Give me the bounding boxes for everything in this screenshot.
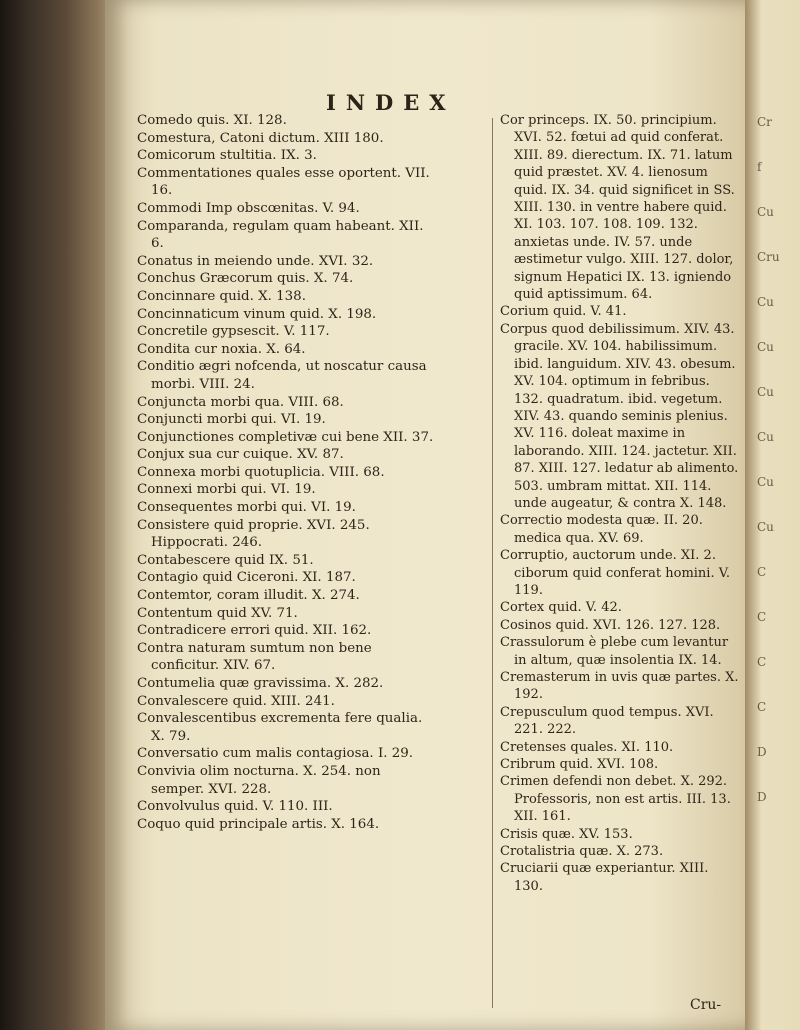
- index-entry: Cremasterum in uvis quæ partes. X. 192.: [500, 670, 739, 703]
- index-entry: Contradicere errori quid. XII. 162.: [137, 623, 372, 639]
- adjacent-page-text-fragment: Cu: [757, 205, 774, 219]
- column-divider: [492, 118, 493, 1008]
- index-entry: Cribrum quid. XVI. 108.: [500, 757, 659, 773]
- index-entry: Convivia olim nocturna. X. 254. non semper. XVI. 228.: [137, 763, 381, 797]
- adjacent-page-text-fragment: f: [757, 160, 762, 174]
- index-entry: Cruciarii quæ experiantur. XIII. 130.: [500, 861, 709, 894]
- index-entry: Crimen defendi non debet. X. 292. Professoris, non est artis. III. 13. XII. 161.: [500, 774, 731, 825]
- index-entry: Conversatio cum malis contagiosa. I. 29.: [137, 746, 414, 762]
- adjacent-page-text-fragment: Cu: [757, 520, 774, 534]
- adjacent-page-text-fragment: Cu: [757, 430, 774, 444]
- catchword: Cru-: [690, 997, 722, 1013]
- index-entry: Conchus Græcorum quis. X. 74.: [137, 271, 354, 287]
- index-entry: Comestura, Catoni dictum. XIII 180.: [137, 130, 384, 146]
- index-entry: Coquo quid principale artis. X. 164.: [137, 816, 380, 832]
- index-entry: Commentationes quales esse oportent. VII. 16.: [137, 165, 430, 199]
- index-entry: Cor princeps. IX. 50. principium. XVI. 52. fœtui ad quid conferat. XIII. 89. dierectum. IX. 71. latum quid præstet. XV. 4. lienosum quid. IX. 34. quid significet in SS. XIII. 130. in ventre habere quid. XI. 103. 107. 108. 109. 132. anxietas unde. IV. 57. unde æstimetur vulgo. XIII. 127. dolor, signum Hepatici IX. 13. igniendo quid aptissimum. 64.: [500, 113, 735, 303]
- index-entry: Contemtor, coram illudit. X. 274.: [137, 588, 360, 604]
- index-entry: Comparanda, regulam quam habeant. XII. 6.: [137, 218, 424, 252]
- index-entry: Cretenses quales. XI. 110.: [500, 739, 674, 755]
- adjacent-page-text-fragment: Cu: [757, 475, 774, 489]
- adjacent-page-text-fragment: C: [757, 655, 767, 669]
- index-entry: Consequentes morbi qui. VI. 19.: [137, 500, 356, 516]
- index-entry: Conditio ægri nofcenda, ut noscatur causa morbi. VIII. 24.: [137, 359, 427, 392]
- index-entry: Concinnare quid. X. 138.: [137, 288, 306, 304]
- book-gutter: [0, 0, 120, 1030]
- index-entry: Crisis quæ. XV. 153.: [500, 826, 633, 842]
- index-entry: Consistere quid proprie. XVI. 245. Hippocrati. 246.: [137, 517, 370, 551]
- adjacent-page-text-fragment: C: [757, 610, 767, 624]
- index-entry: Commodi Imp obscœnitas. V. 94.: [137, 200, 360, 216]
- adjacent-page-text-fragment: Cu: [757, 340, 774, 354]
- index-entry: Conjuncta morbi qua. VIII. 68.: [137, 394, 344, 410]
- adjacent-page-text-fragment: C: [757, 700, 767, 714]
- index-entry: Contumelia quæ gravissima. X. 282.: [137, 676, 384, 691]
- page-header: INDEX: [326, 90, 456, 115]
- index-entry: Correctio modesta quæ. II. 20. medica qua. XV. 69.: [500, 513, 703, 546]
- adjacent-page-text-fragment: Cu: [757, 385, 774, 399]
- adjacent-page-edge: [745, 0, 800, 1030]
- index-entry: Conjuncti morbi qui. VI. 19.: [137, 412, 326, 428]
- index-entry: Cosinos quid. XVI. 126. 127. 128.: [500, 617, 721, 633]
- index-entry: Convalescentibus excrementa fere qualia. X. 79.: [137, 711, 423, 744]
- index-entry: Corpus quod debilissimum. XIV. 43. gracile. XV. 104. habilissimum. ibid. languidum. XIV. 43. obesum. XV. 104. optimum in febribus. 132. quadratum. ibid. vegetum. XIV. 43. quando seminis plenius. XV. 116. doleat maxime in laborando. XIII. 124. jactetur. XII. 87. XIII. 127. ledatur ab alimento. 503. umbram mittat. XII. 114. unde augeatur, & contra X. 148.: [500, 321, 739, 511]
- adjacent-page-text-fragment: D: [757, 745, 767, 759]
- index-entry: Concinnaticum vinum quid. X. 198.: [137, 306, 377, 322]
- index-entry: Convalescere quid. XIII. 241.: [137, 693, 335, 709]
- index-entry: Comedo quis. XI. 128.: [137, 113, 287, 128]
- index-entry: Crepusculum quod tempus. XVI. 221. 222.: [500, 704, 714, 738]
- adjacent-page-text-fragment: Cu: [757, 295, 774, 309]
- index-entry: Condita cur noxia. X. 64.: [137, 341, 306, 357]
- index-entry: Contagio quid Ciceroni. XI. 187.: [137, 570, 356, 586]
- adjacent-page-text-fragment: Cru: [757, 250, 780, 264]
- index-entry: Connexi morbi qui. VI. 19.: [137, 482, 316, 498]
- index-entry: Cortex quid. V. 42.: [500, 600, 622, 616]
- index-entry: Concretile gypsescit. V. 117.: [137, 324, 330, 340]
- index-entry: Conjux sua cur cuique. XV. 87.: [137, 447, 344, 463]
- index-entry: Corium quid. V. 41.: [500, 304, 627, 320]
- index-column-left: [137, 112, 437, 833]
- index-entry: Convolvulus quid. V. 110. III.: [137, 799, 333, 815]
- index-entry: Connexa morbi quotuplicia. VIII. 68.: [137, 464, 385, 480]
- index-entry: Corruptio, auctorum unde. XI. 2. ciborum quid conferat homini. V. 119.: [500, 548, 730, 598]
- index-entry: Comicorum stultitia. IX. 3.: [137, 148, 317, 164]
- index-entry: Conjunctiones completivæ cui bene XII. 37.: [137, 429, 434, 445]
- index-entry: Contra naturam sumtum non bene conficitur. XIV. 67.: [137, 640, 372, 674]
- adjacent-page-text-fragment: C: [757, 565, 767, 579]
- index-entry: Contabescere quid IX. 51.: [137, 552, 314, 568]
- adjacent-page-text-fragment: D: [757, 790, 767, 804]
- index-column-right: [500, 112, 740, 895]
- index-entry: Crassulorum è plebe cum levantur in altum, quæ insolentia IX. 14.: [500, 635, 729, 668]
- index-entry: Contentum quid XV. 71.: [137, 605, 298, 621]
- adjacent-page-text-fragment: Cr: [757, 115, 772, 129]
- index-entry: Crotalistria quæ. X. 273.: [500, 844, 664, 860]
- index-entry: Conatus in meiendo unde. XVI. 32.: [137, 253, 374, 269]
